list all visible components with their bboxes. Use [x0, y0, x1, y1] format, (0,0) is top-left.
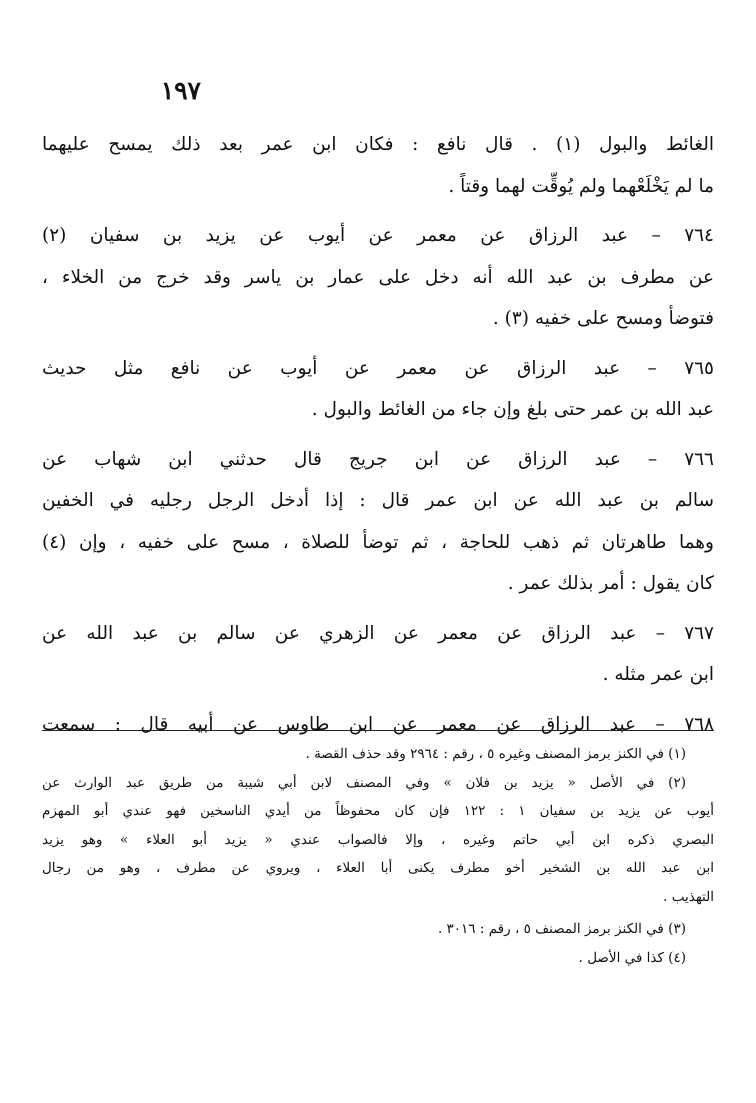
footnote-line: ابن عبد الله بن الشخير أخو مطرف يكنى أبا العلاء ، ويروي عن مطرف ، وهو من رجال — [42, 860, 714, 876]
text-line: سالم بن عبد الله عن ابن عمر قال : إذا أدخل الرجل رجليه في الخفين — [42, 490, 714, 511]
footnote-1 — [42, 740, 714, 769]
hadith-767 — [42, 613, 714, 696]
text-line: عبد الله بن عمر حتى بلغ وإن جاء من الغائط والبول . — [311, 399, 714, 420]
text-line: ما لم يَخْلَعْهما ولم يُوقِّت لهما وقتاً . — [448, 175, 714, 197]
text-line: ٧٦٨ – عبد الرزاق عن معمر عن ابن طاوس عن أبيه قال : سمعت — [42, 713, 714, 735]
footnote-line: البصري ذكره ابن أبي حاتم وغيره ، وإلا فالصواب عندي « يزيد أبو العلاء » وهو يزيد — [42, 831, 714, 848]
text-line: كان يقول : أمر بذلك عمر . — [507, 573, 714, 594]
footnote-line: (٣) في الكنز برمز المصنف ٥ ، رقم : ٣٠١٦ . — [437, 921, 686, 937]
text-line: ابن عمر مثله . — [602, 664, 714, 685]
main-text — [42, 124, 714, 753]
paragraph-intro — [42, 124, 714, 207]
footnote-line: (١) في الكنز برمز المصنف وغيره ٥ ، رقم : ٢٩٦٤ وقد حذف القصة . — [305, 746, 686, 762]
footnote-line: (٢) في الأصل « يزيد بن فلان » وفي المصنف لابن أبي شيبة من طريق عبد الوارث عن — [42, 774, 686, 791]
footnote-divider — [42, 730, 714, 731]
footnote-line: أيوب عن يزيد بن سفيان ١ : ١٢٢ فإن كان محفوظاً من أيدي الناسخين فهو عندي أبو المهزم — [42, 803, 714, 819]
hadith-766 — [42, 439, 714, 605]
page-number: ١٩٧ — [160, 76, 201, 105]
footnotes — [42, 740, 714, 972]
text-line: عن مطرف بن عبد الله أنه دخل على عمار بن ياسر وقد خرج من الخلاء ، — [42, 266, 714, 288]
footnote-3 — [42, 915, 714, 944]
text-line: ٧٦٥ – عبد الرزاق عن معمر عن أيوب عن نافع مثل حديث — [42, 357, 714, 379]
hadith-765 — [42, 348, 714, 431]
text-line: ٧٦٦ – عبد الرزاق عن ابن جريج قال حدثني ابن شهاب عن — [42, 448, 714, 470]
text-line: ٧٦٧ – عبد الرزاق عن معمر عن الزهري عن سالم بن عبد الله عن — [42, 622, 714, 644]
hadith-764 — [42, 215, 714, 340]
text-line: الغائط والبول (١) . قال نافع : فكان ابن عمر بعد ذلك يمسح عليهما — [42, 134, 714, 155]
text-line: فتوضأ ومسح على خفيه (٣) . — [492, 308, 714, 329]
hadith-768 — [42, 704, 714, 746]
footnote-4 — [42, 944, 714, 973]
footnote-2 — [42, 769, 714, 912]
footnote-line: (٤) كذا في الأصل . — [578, 949, 686, 966]
text-line: ٧٦٤ – عبد الرزاق عن معمر عن أيوب عن يزيد بن سفيان (٢) — [42, 225, 714, 246]
text-line: وهما طاهرتان ثم ذهب للحاجة ، ثم توضأ للصلاة ، مسح على خفيه ، وإن (٤) — [42, 531, 714, 553]
footnote-line: التهذيب . — [663, 888, 714, 905]
